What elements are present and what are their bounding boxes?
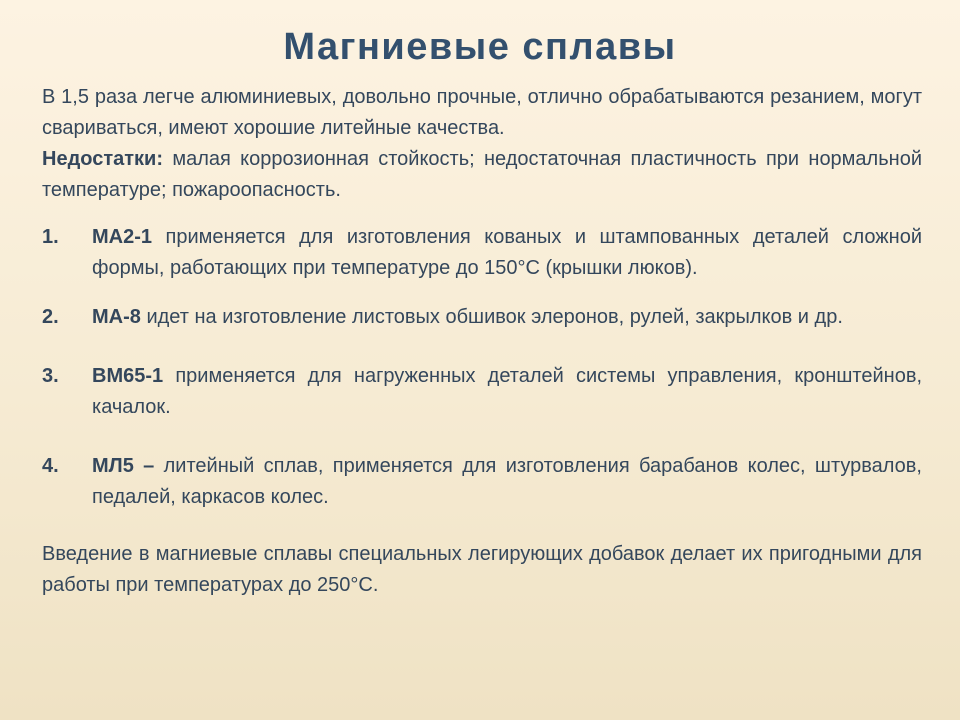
alloy-name: ВМ65-1: [92, 365, 164, 387]
list-item-number: 4.: [42, 455, 59, 477]
alloy-list: [42, 222, 922, 513]
list-item: [42, 302, 922, 333]
alloy-name: МА2-1: [92, 226, 153, 248]
list-item: [42, 361, 922, 423]
alloy-name: МА-8: [92, 306, 141, 328]
alloy-description: литейный сплав, применяется для изготовления барабанов колес, штурвалов, педалей, каркасов колес.: [92, 455, 922, 508]
list-item-number: 1.: [42, 226, 59, 248]
slide-content: [42, 82, 922, 601]
closing-paragraph: Введение в магниевые сплавы специальных легирующих добавок делает их пригодными для работы при температурах до 250°С.: [42, 543, 922, 596]
list-item: [42, 451, 922, 513]
alloy-description: идет на изготовление листовых обшивок элеронов, рулей, закрылков и др.: [140, 306, 843, 328]
drawbacks-text: малая коррозионная стойкость; недостаточная пластичность при нормальной температуре; пожароопасность.: [42, 148, 922, 201]
list-item: [42, 222, 922, 284]
slide-title: Магниевые сплавы: [283, 26, 677, 68]
list-item-number: 2.: [42, 306, 59, 328]
drawbacks-label: Недостатки:: [42, 148, 164, 170]
alloy-description: применяется для изготовления кованых и штампованных деталей сложной формы, работающих при температуре до 150°С (крышки люков).: [92, 226, 922, 279]
alloy-description: применяется для нагруженных деталей системы управления, кронштейнов, качалок.: [92, 365, 922, 418]
drawbacks-paragraph: [42, 144, 922, 206]
intro-paragraph: В 1,5 раза легче алюминиевых, довольно прочные, отлично обрабатываются резанием, могут свариваться, имеют хорошие литейные качества.: [42, 86, 922, 139]
list-item-number: 3.: [42, 365, 59, 387]
alloy-name: МЛ5 –: [92, 455, 155, 477]
